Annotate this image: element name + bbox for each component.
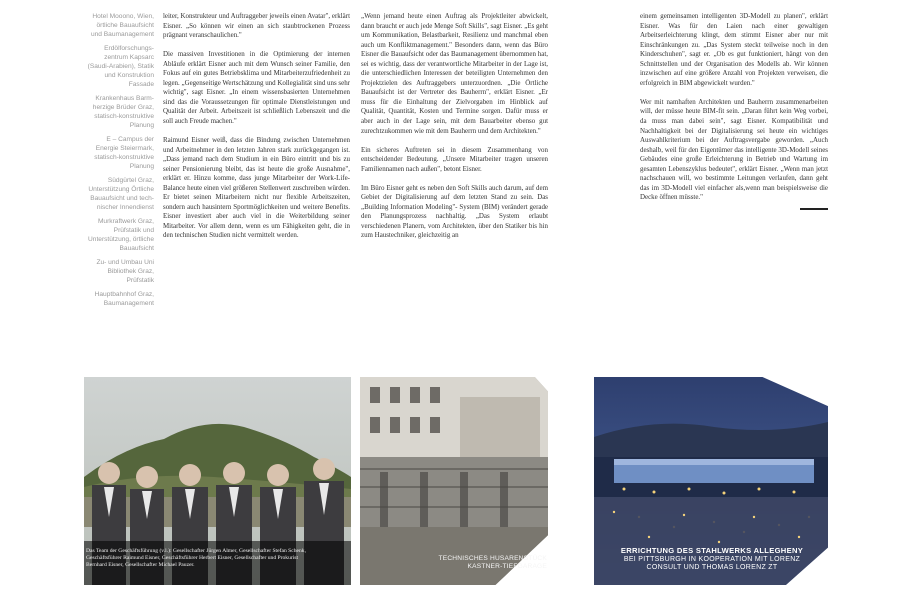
project-entry: Murkraftwerk Graz, Prüfstatik und Unterstützung, örtliche Bauaufsicht bbox=[88, 217, 154, 253]
paragraph: Wer mit namhaften Architekten und Bauherrn zusammenarbeiten will, der müsse heute BIM-fit sein. „Daran führt kein Weg vorbei, da muss man dabei sein", sagt Eisner. Kompatibilität und Nachhaltigkeit bei der Digitalisierung sei heute ein wichtiges Auswahlkriterium bei der Auftragsvergabe geworden. „Auch deshalb, weil für den Eigentümer das intelligente 3D-Modell seines Gebäudes eine große Erleichterung in Betrieb und Wartung im gesamten Lebenszyklus bedeutet", erklärt Eisner. „Wenn man jetzt nachschauen will, wo bestimmte Leitungen verlaufen, dann geht das im 3D-Modell viel einfacher als,wenn man beispielsweise die Decke öffnen müsste." bbox=[640, 97, 828, 202]
project-entry: Krankenhaus Barm-herzige Brüder Graz, statisch-konstruktive Planung bbox=[92, 94, 154, 130]
caption-line: BEI PITTSBURGH IN KOOPERATION MIT LORENZ bbox=[623, 555, 801, 563]
end-of-article-rule bbox=[800, 208, 828, 210]
project-entry: Südgürtel Graz, Unterstützung Örtliche Bauaufsicht und tech-nischer Innendienst bbox=[88, 176, 154, 212]
garage-photo bbox=[360, 377, 548, 585]
team-photo-caption: Das Team der Geschäftsführung (v.l.): Gesellschafter Jürgen Almer, Gesellschafter Stefan Schenk, Geschäftsführer Raimund Eisner, Geschäftsführer Herbert Eisner, Gesellschafter und Prokurist Bernhard Eisner, Gesellschafter Michael Pauzer. bbox=[86, 548, 307, 569]
caption-line: CONSULT UND THOMAS LORENZ ZT bbox=[646, 564, 778, 572]
article-column-3 bbox=[640, 12, 828, 210]
paragraph: Ein sicheres Auftreten sei in diesem Zusammenhang von entscheidender Bedeutung. „Unsere Mitarbeiter tragen unseren Familiennamen nach außen", betont Eisner. bbox=[361, 145, 548, 173]
project-entry: Erdölforschungs-zentrum Kapsarc (Saudi-Arabien), Statik und Konstruktion Fassade bbox=[87, 44, 154, 89]
project-entry: Zu- und Umbau Uni Bibliothek Graz, Prüfstatik bbox=[96, 258, 154, 284]
project-entry: E – Campus der Energie Steiermark, statisch-konstruktive Planung bbox=[94, 135, 154, 171]
project-entry: Hotel Mooono, Wien, örtliche Bauaufsicht und Baumanagement bbox=[90, 13, 154, 39]
paragraph: einem gemeinsamen intelligenten 3D-Modell zu planen", erklärt Eisner. Was für den Laien nach einer gewaltigen Arbeitserleichterung klingt, dem stimmt Eisner aber nur mit Einschränkungen zu. „Das System steckt teilweise noch in den Kinderschuhen", sagt er. „Ob es gut funktioniert, hängt von den Schnittstellen und der Organisation des Modells ab. Wir können inzwischen auf eine größere Anzahl von Projekten verweisen, die erfolgreich in BIM abgewickelt wurden." bbox=[640, 12, 828, 87]
project-entry: Hauptbahnhof Graz, Baumanagement bbox=[94, 290, 154, 307]
paragraph: Im Büro Eisner geht es neben den Soft Skills auch darum, auf dem Gebiet der Digitalisierung auf dem letzten Stand zu sein. Das „Building Information Modeling"- System (BIM) verändert gerade den Planungsprozess nachhaltig. „Das System erlaubt verschiedenen Planern, vom Architekten, über den Statiker bis hin zum Haustechniker, gleichzeitig an bbox=[361, 183, 548, 240]
caption-line: KASTNER-TIEFGARAGE bbox=[467, 563, 547, 570]
steelworks-photo-caption bbox=[600, 547, 824, 573]
project-sidebar bbox=[84, 12, 154, 312]
paragraph: Die massiven Investitionen in die Optimierung der internen Abläufe erklärt Eisner auch mit dem Wunsch seiner Familie, den Fokus auf ein gutes Betriebsklima und Mitarbeiterzufriedenheit zu legen. „Gegenseitige Wertschätzung und Kollegialität sind uns sehr wichtig", sagt Eisner. „In einem wissensbasierten Unternehmen sind das die Voraussetzungen für optimale Dienstleistungen und Qualität der Arbeit. Arbeitszeit ist schließlich Lebenszeit und die soll auch Freude machen." bbox=[163, 50, 350, 125]
article-column-1 bbox=[163, 12, 350, 251]
paragraph: Raimund Eisner weiß, dass die Bindung zwischen Unternehmen und Arbeitnehmer in den letzten Jahren stark zurückgegangen ist. „Dass jemand nach dem Studium in ein Büro eintritt und bis zu seiner Pensionierung bleibt, das ist heute die große Ausnahme", erklärt er. Hinzu komme, dass junge Mitarbeiter der Work-Life-Balance heute einen viel größeren Stellenwert zuschreiben würden. Er bietet seinen Mitarbeitern nicht nur flexible Arbeitszeiten, sondern auch hausintern Sportmöglichkeiten und weitere Benefits. Eisner investiert aber auch viel in die Weiterbildung seiner Mitarbeiter. Vor allem denn, wenn es um Fähigkeiten geht, die in den technischen Studien nicht vermittelt werden. bbox=[163, 136, 350, 240]
article-column-2 bbox=[361, 12, 548, 251]
caption-line: TECHNISCHES HUSARENSTÜCK bbox=[438, 555, 547, 562]
paragraph: „Wenn jemand heute einen Auftrag als Projektleiter abwickelt, dann braucht er auch jede Menge Soft Skills", sagt Eisner. „Es geht um Kommunikation, Belastbarkeit, Resilienz und manchmal eben auch um Konfliktmanagement." Besonders dann, wenn das Büro Eisner die Bauaufsicht oder das Baumanagement übernommen hat, sei es wichtig, dass der verantwortliche Mitarbeiter in der Lage ist, die unterschiedlichen Interessen der beteiligten Unternehmen den Projektzielen des Auftraggebers unterzuordnen. „Die Örtliche Bauaufsicht ist der Vertreter des Bauherrn", erklärt Eisner. „Er muss für die Einhaltung der Zielvorgaben im Hinblick auf Qualität, Quantität, Kosten und Termine sorgen. Dafür muss er aber auch in der Lage sein, mit dem Bauarbeiter ebenso gut zurechtzukommen wie mit dem Bauherrn und dem Architekten." bbox=[361, 12, 548, 135]
caption-line: ERRICHTUNG DES STAHLWERKS ALLEGHENY bbox=[620, 546, 804, 555]
garage-photo-caption bbox=[425, 555, 547, 571]
paragraph: leiter, Konstrukteur und Auftraggeber jeweils einen Avatar", erklärt Eisner. „So können wir einen an sich staubtrockenen Prozess prägnant veranschaulichen." bbox=[163, 12, 350, 40]
